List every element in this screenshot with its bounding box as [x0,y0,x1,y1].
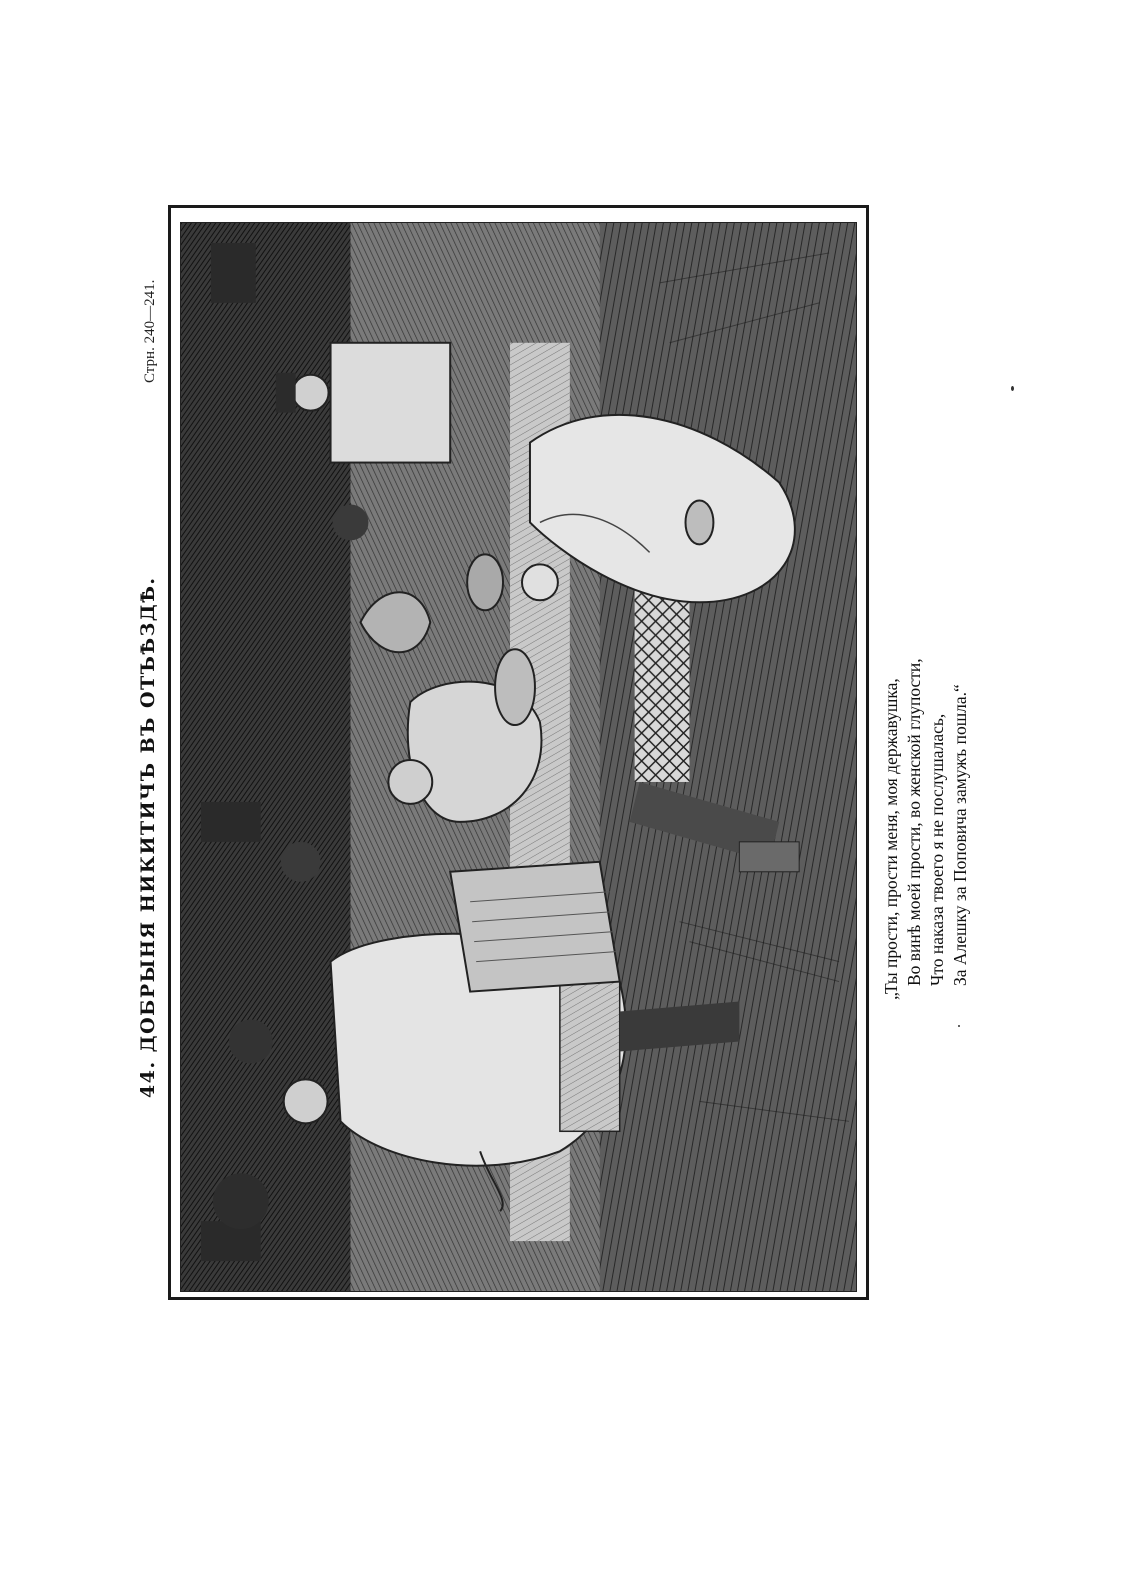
page-reference: Стрн. 240—241. [142,279,158,383]
verse-line: Во винѣ моей прости, во женской глупости, [904,658,924,986]
verse-line: „Ты прости, прости меня, моя державушка, [881,678,901,1000]
plate-title: 44. ДОБРЫНЯ НИКИТИЧЪ ВЪ ОТЪѢЗДѢ. [137,576,159,1098]
verse-line: Что наказа твоего я не послушалась, [927,713,947,986]
scan-speck [1011,386,1014,391]
scan-speck [958,1025,960,1027]
verse-caption [880,658,972,1000]
verse-line: За Алешку за Поповича замужъ пошла.“ [950,684,970,986]
engraving-drawing [181,223,856,1291]
engraving-illustration [180,222,857,1292]
